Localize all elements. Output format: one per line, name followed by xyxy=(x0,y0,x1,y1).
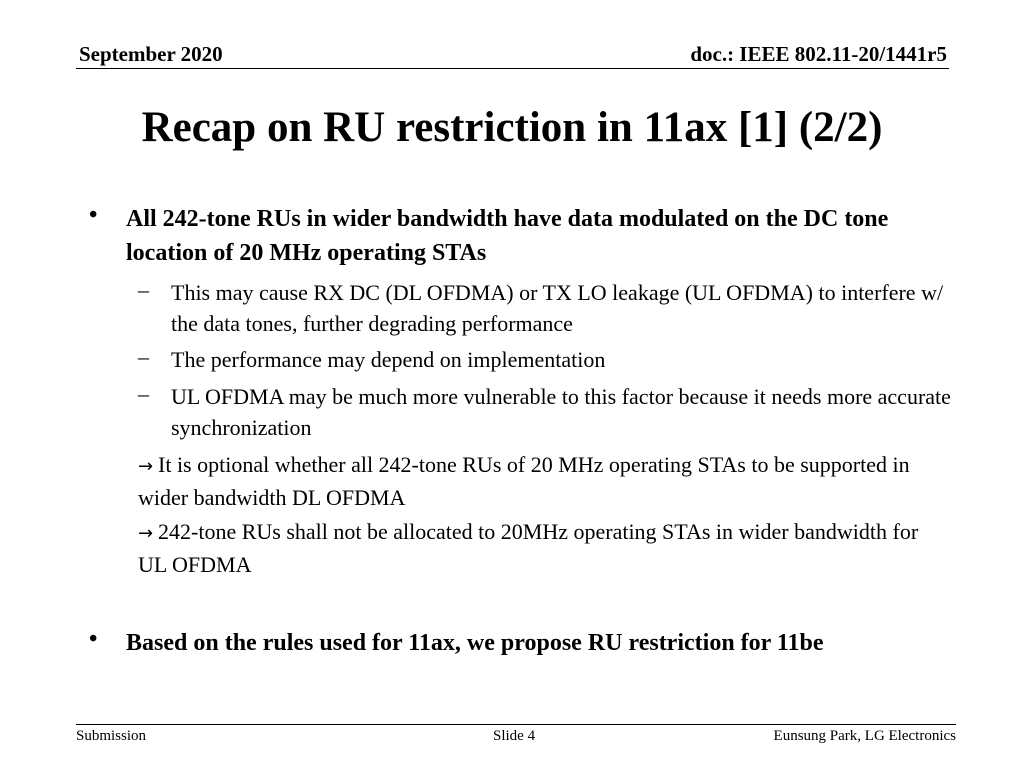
arrow-item-1 xyxy=(138,449,938,513)
arrow-item-2 xyxy=(138,516,938,580)
dash-marker: – xyxy=(138,381,149,406)
bullet-marker: • xyxy=(89,202,98,228)
header-doc-id: doc.: IEEE 802.11-20/1441r5 xyxy=(690,42,947,66)
footer-divider xyxy=(76,724,956,725)
sub-item-3: UL OFDMA may be much more vulnerable to this factor because it needs more accurate synchronization xyxy=(171,384,951,440)
header-date: September 2020 xyxy=(79,42,223,66)
header-divider xyxy=(76,68,949,69)
dash-marker: – xyxy=(138,344,149,369)
sub-item-2: The performance may depend on implementation xyxy=(171,347,606,372)
bullet-1-text: All 242-tone RUs in wider bandwidth have data modulated on the DC tone location of 20 MHz operating STAs xyxy=(126,206,889,266)
right-arrow-icon: → xyxy=(138,456,154,477)
bullet-marker: • xyxy=(89,626,98,652)
footer-slide-number: Slide 4 xyxy=(493,728,536,744)
right-arrow-icon: → xyxy=(138,523,154,544)
arrow-item-2-text: 242-tone RUs shall not be allocated to 20MHz operating STAs in wider bandwidth for UL OFDMA xyxy=(138,519,919,577)
bullet-2-text: Based on the rules used for 11ax, we propose RU restriction for 11be xyxy=(126,630,824,656)
footer-author: Eunsung Park, LG Electronics xyxy=(773,728,956,744)
footer-submission: Submission xyxy=(76,728,147,744)
sub-item-1: This may cause RX DC (DL OFDMA) or TX LO leakage (UL OFDMA) to interfere w/ the data tones, further degrading performance xyxy=(171,280,944,336)
arrow-item-1-text: It is optional whether all 242-tone RUs of 20 MHz operating STAs to be supported in wider bandwidth DL OFDMA xyxy=(138,452,910,510)
slide-title: Recap on RU restriction in 11ax [1] (2/2) xyxy=(141,104,883,151)
dash-marker: – xyxy=(138,277,149,302)
